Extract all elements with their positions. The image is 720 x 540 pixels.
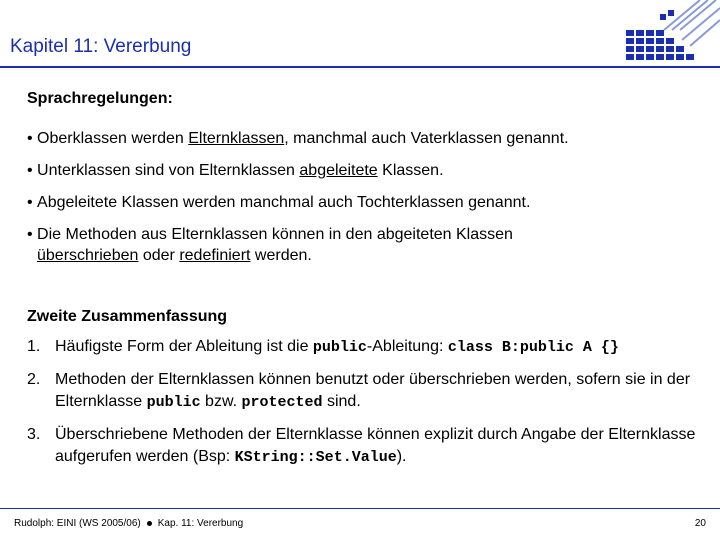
list-item: • Abgeleitete Klassen werden manchmal auch Tochterklassen genannt.: [27, 194, 531, 211]
list-item: 2. Methoden der Elternklassen können benutzt oder überschrieben werden, sofern sie in der Elternklasse public bzw. protected sind.: [27, 371, 691, 411]
page-title: Kapitel 11: Vererbung: [10, 36, 192, 57]
page-number: 20: [694, 518, 706, 529]
section-sprachregelungen: [27, 90, 707, 266]
list-item: • Die Methoden aus Elternklassen können in den abgeiteten Klassen überschrieben oder redefiniert werden.: [27, 226, 513, 264]
footer-divider: [0, 508, 720, 509]
section-zusammenfassung: [27, 308, 717, 469]
footer-text: Rudolph: EINI (WS 2005/06) Kap. 11: Vererbung: [14, 518, 244, 529]
section-heading: Zweite Zusammenfassung: [27, 308, 228, 325]
title-divider: [0, 66, 720, 68]
logo-grid-icon: [620, 0, 720, 66]
list-item: 1. Häufigste Form der Ableitung ist die public-Ableitung: class B:public A {}: [27, 338, 619, 356]
list-item: • Oberklassen werden Elternklassen, manchmal auch Vaterklassen genannt.: [27, 130, 569, 147]
list-item: 3. Überschriebene Methoden der Elternklasse können explizit durch Angabe der Elternklasse aufgerufen werden (Bsp: KString::Set.Value).: [27, 426, 696, 466]
section-heading: Sprachregelungen:: [27, 90, 173, 107]
list-item: • Unterklassen sind von Elternklassen abgeleitete Klassen.: [27, 162, 444, 179]
bullet-dot-icon: [147, 521, 152, 526]
